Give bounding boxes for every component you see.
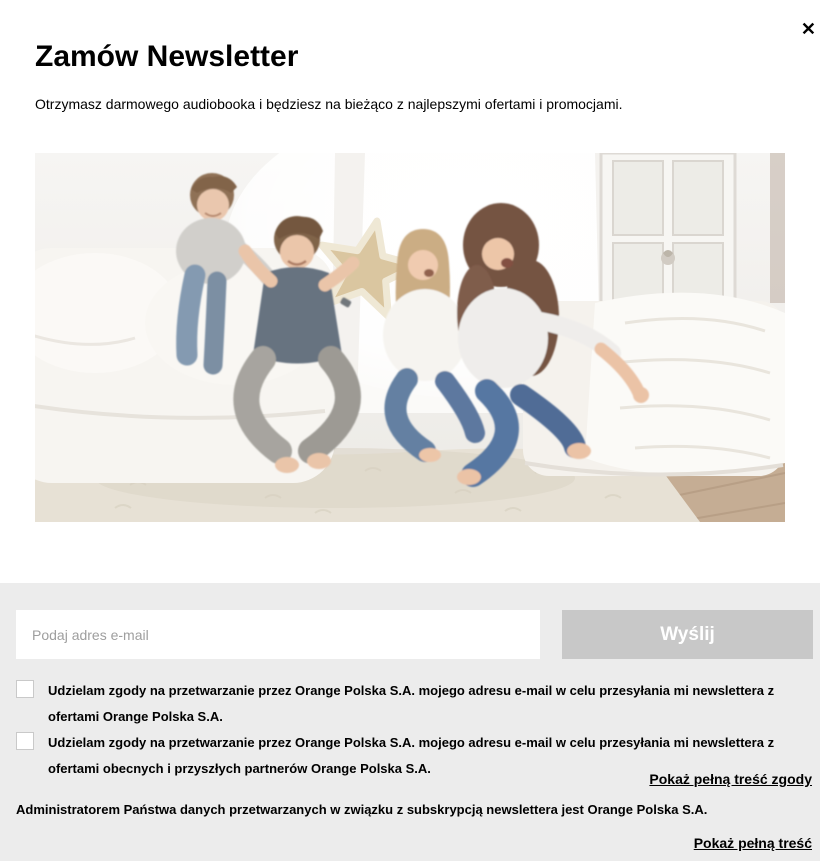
consent-checkbox-newsletter[interactable] — [16, 680, 34, 698]
consent-label-newsletter: Udzielam zgody na przetwarzanie przez Orange Polska S.A. mojego adresu e-mail w celu przesyłania mi newslettera z ofertami Orange Polska S.A. — [48, 683, 775, 724]
family-photo — [35, 153, 785, 522]
consent-row-newsletter — [16, 678, 812, 730]
family-photo-illustration — [35, 153, 785, 522]
data-administrator-note: Administratorem Państwa danych przetwarzanych w związku z subskrypcją newslettera jest Orange Polska S.A. — [16, 802, 708, 817]
send-button[interactable]: Wyślij — [562, 610, 813, 659]
modal-subtitle: Otrzymasz darmowego audiobooka i będziesz na bieżąco z najlepszymi ofertami i promocjami. — [35, 96, 623, 112]
show-full-consent-link[interactable]: Pokaż pełną treść zgody — [649, 771, 812, 787]
consent-checkbox-partners[interactable] — [16, 732, 34, 750]
consent-label-partners: Udzielam zgody na przetwarzanie przez Orange Polska S.A. mojego adresu e-mail w celu przesyłania mi newslettera z ofertami obecnych i przyszłych partnerów Orange Polska S.A. — [48, 735, 775, 776]
show-full-text-link[interactable]: Pokaż pełną treść — [693, 835, 812, 851]
subscription-panel — [0, 583, 820, 861]
close-icon[interactable]: ✕ — [800, 19, 816, 39]
page-title: Zamów Newsletter — [35, 40, 299, 73]
email-input[interactable] — [16, 610, 540, 659]
